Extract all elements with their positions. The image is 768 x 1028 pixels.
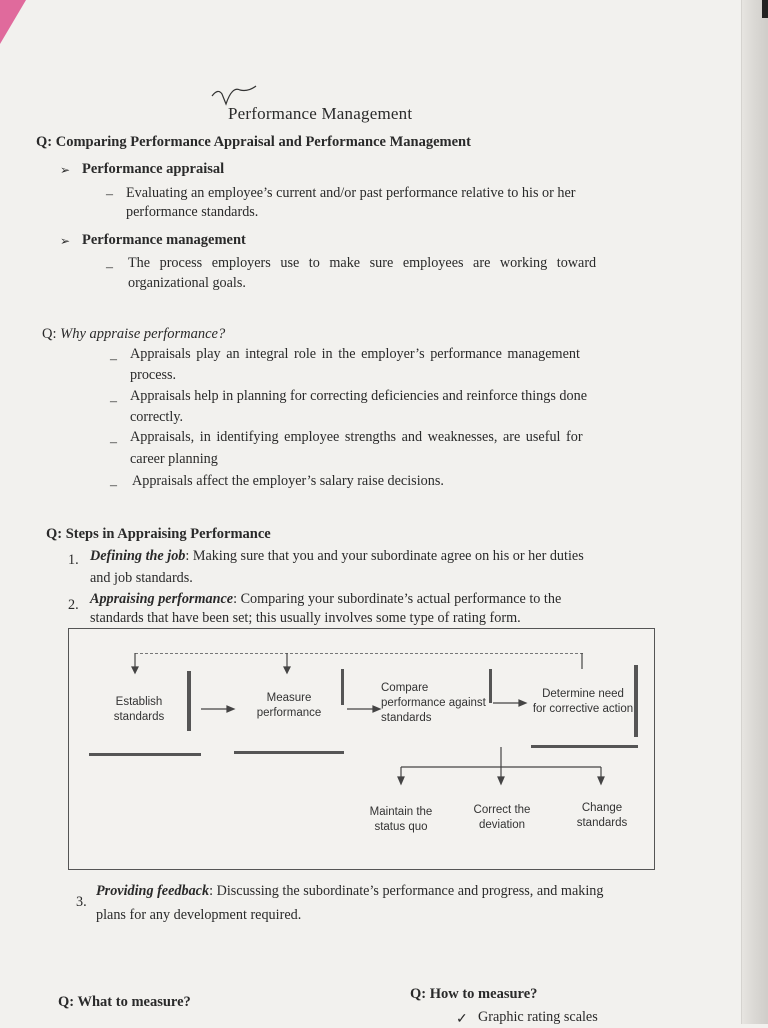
step-box-measure-performance xyxy=(241,691,337,721)
action-label: status quo xyxy=(374,821,428,833)
box-bracket xyxy=(341,669,344,705)
step-term: Providing feedback xyxy=(96,883,210,899)
step-box-compare xyxy=(381,681,489,726)
question-prefix: Q: xyxy=(42,326,61,342)
question-why-appraise xyxy=(42,326,225,343)
action-label: Correct the xyxy=(473,804,531,816)
step-line xyxy=(96,882,603,900)
question-text: Why appraise performance? xyxy=(60,326,226,342)
check-bullet-icon: ✓ xyxy=(456,1011,468,1027)
box-base xyxy=(531,745,638,748)
box-base xyxy=(89,753,201,756)
action-correct-deviation xyxy=(467,803,537,833)
reason-line: Appraisals help in planning for correcting deficiencies and reinforce things done xyxy=(130,388,587,404)
box-base xyxy=(234,751,344,754)
action-change-standards xyxy=(567,801,637,831)
box-label: standards xyxy=(113,711,165,723)
step-number: 3. xyxy=(76,894,87,910)
definition-line: performance standards. xyxy=(126,204,259,220)
box-label: Measure xyxy=(266,692,312,704)
step-number: 1. xyxy=(68,552,79,568)
question-what-to-measure: Q: What to measure? xyxy=(58,994,191,1010)
question-steps: Q: Steps in Appraising Performance xyxy=(46,526,271,542)
reason-line: correctly. xyxy=(130,409,184,425)
diagram-arrows xyxy=(69,629,654,869)
step-term: Defining the job xyxy=(90,548,186,564)
box-bracket xyxy=(489,669,492,703)
page-edge xyxy=(741,0,768,1024)
action-maintain-status-quo xyxy=(365,805,437,835)
box-label: performance xyxy=(256,707,322,719)
question-comparing: Q: Comparing Performance Appraisal and Performance Management xyxy=(36,134,471,150)
page-title: Performance Management xyxy=(228,104,413,123)
action-label: Maintain the xyxy=(369,806,433,818)
scan-edge-mark xyxy=(762,0,768,18)
box-label: performance against xyxy=(381,697,486,709)
heading-performance-appraisal: Performance appraisal xyxy=(82,161,225,177)
action-label: standards xyxy=(576,817,628,829)
step-box-establish-standards xyxy=(99,695,179,725)
reason-line: career planning xyxy=(130,451,218,467)
box-label: for corrective action xyxy=(532,703,634,715)
step-line: plans for any development required. xyxy=(96,907,302,923)
step-term: Appraising performance xyxy=(90,591,234,607)
reason-line: Appraisals affect the employer’s salary raise decisions. xyxy=(132,473,444,489)
question-how-to-measure: Q: How to measure? xyxy=(410,986,538,1002)
reason-line: Appraisals play an integral role in the employer’s performance management xyxy=(130,346,580,362)
reason-line: Appraisals, in identifying employee strengths and weaknesses, are useful for xyxy=(130,429,583,445)
method-item: Graphic rating scales xyxy=(478,1009,598,1025)
step-line xyxy=(90,547,584,565)
arrow-bullet-icon: ➢ xyxy=(60,234,71,248)
reason-line: process. xyxy=(130,367,177,383)
action-label: deviation xyxy=(478,819,526,831)
pink-corner-tab xyxy=(0,0,26,44)
box-label: standards xyxy=(381,712,432,724)
definition-line: Evaluating an employee’s current and/or past performance relative to his or her xyxy=(126,185,576,201)
step-text: : Discussing the subordinate’s performance and progress, and making xyxy=(209,883,604,899)
step-text: : Comparing your subordinate’s actual performance to the xyxy=(233,591,562,607)
arrow-bullet-icon: ➢ xyxy=(60,163,71,177)
definition-line: organizational goals. xyxy=(128,275,246,291)
definition-line: The process employers use to make sure employees are working toward xyxy=(128,255,597,271)
heading-performance-management: Performance management xyxy=(82,232,246,248)
dash-bullet: – xyxy=(110,394,117,409)
step-line: standards that have been set; this usually involves some type of rating form. xyxy=(90,610,521,626)
step-text: : Making sure that you and your subordinate agree on his or her duties xyxy=(185,548,584,564)
step-line xyxy=(90,590,561,608)
appraisal-process-diagram xyxy=(68,628,655,870)
dash-bullet: – xyxy=(106,187,113,202)
box-bracket xyxy=(187,671,191,731)
action-label: Change xyxy=(581,802,623,814)
step-number: 2. xyxy=(68,597,79,613)
dash-bullet: – xyxy=(110,435,117,450)
dash-bullet: – xyxy=(110,478,117,493)
dash-bullet: – xyxy=(110,352,117,367)
dash-bullet: – xyxy=(106,260,113,275)
box-label: Establish xyxy=(115,696,163,708)
step-box-determine-need xyxy=(531,687,635,717)
step-line: and job standards. xyxy=(90,570,193,586)
box-label: Compare xyxy=(381,682,429,694)
box-label: Determine need xyxy=(542,688,624,700)
